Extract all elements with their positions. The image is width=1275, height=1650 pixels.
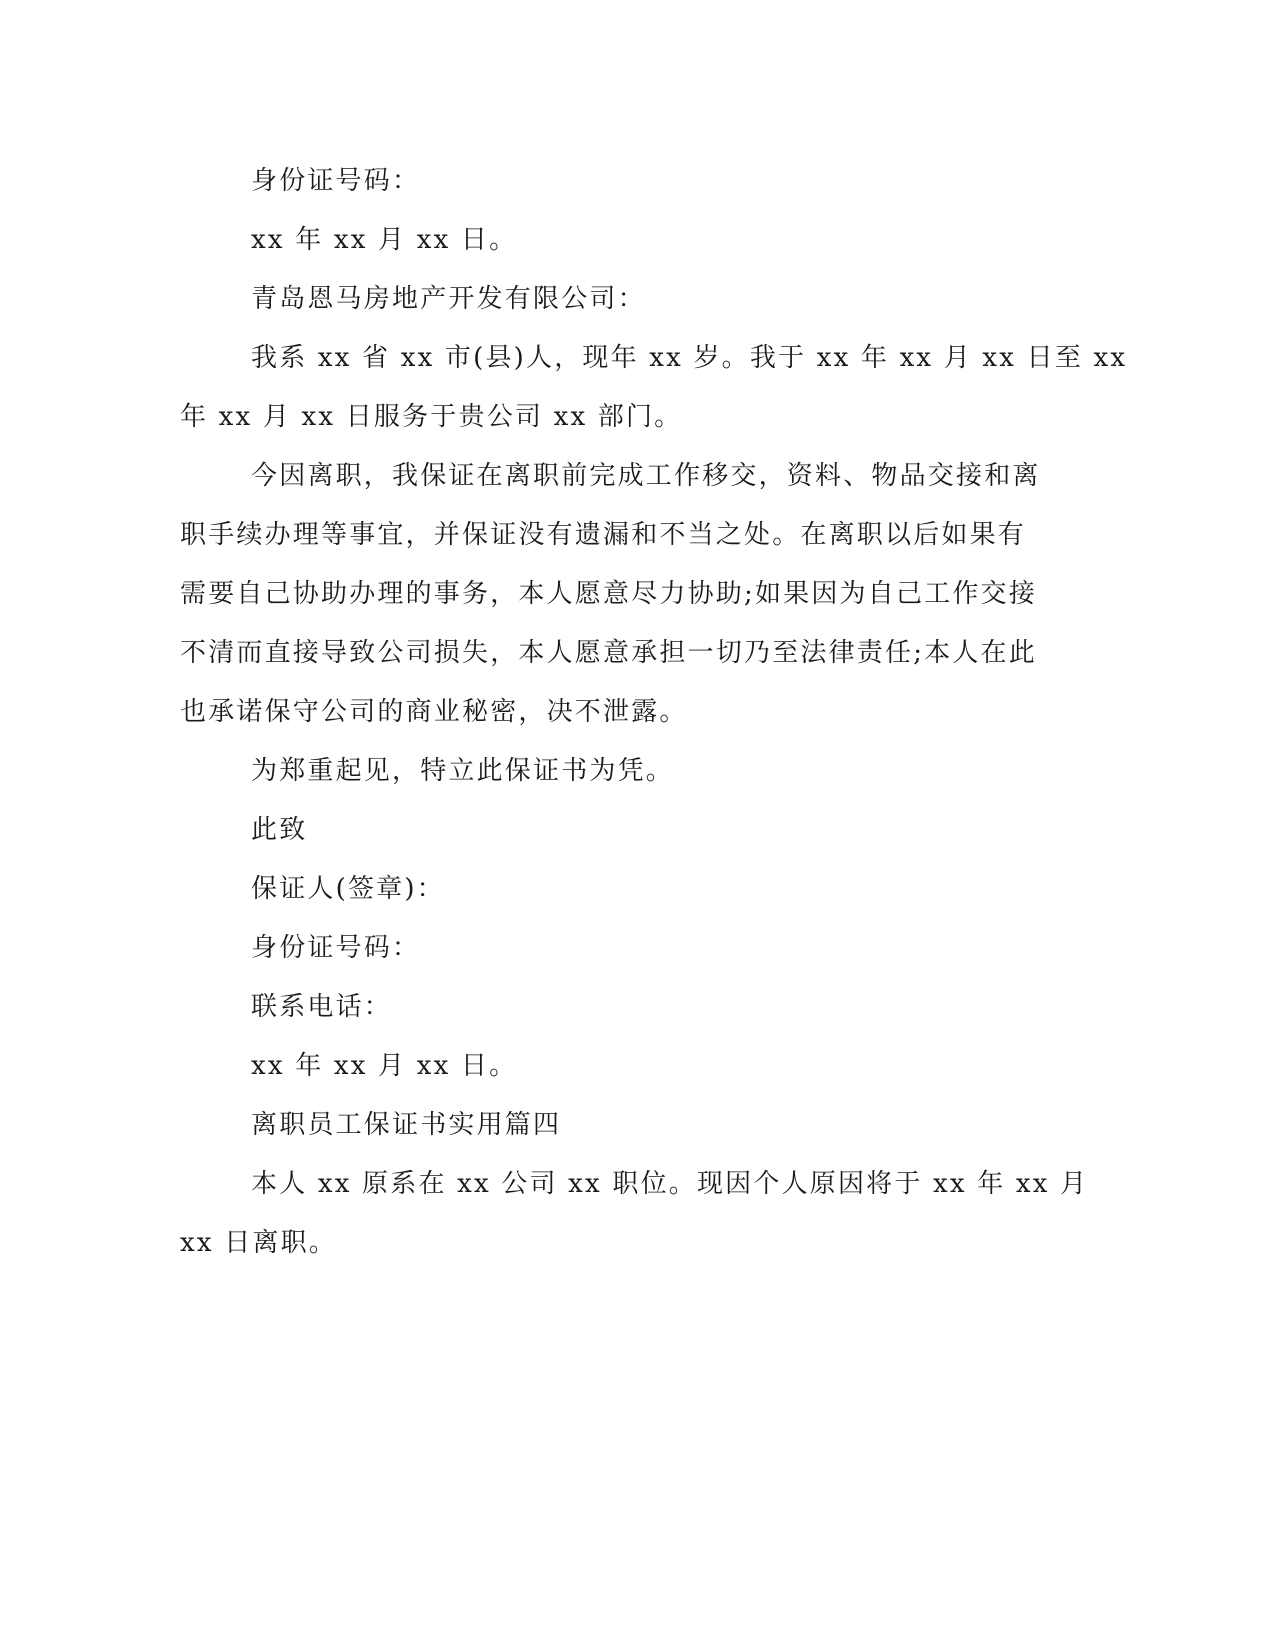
paragraph-pledge-line-1: 今因离职，我保证在离职前完成工作移交，资料、物品交接和离 (251, 461, 1041, 491)
id-number-line: 身份证号码： (251, 166, 421, 196)
paragraph-intro-line-2: 年 xx 月 xx 日服务于贵公司 xx 部门。 (180, 402, 683, 432)
date-line: xx 年 xx 月 xx 日。 (251, 225, 518, 255)
guarantor-signature-line: 保证人(签章)： (251, 874, 445, 904)
id-number-line-2: 身份证号码： (251, 933, 421, 963)
addressee-line: 青岛恩马房地产开发有限公司： (251, 284, 646, 314)
paragraph-section4-line-1: 本人 xx 原系在 xx 公司 xx 职位。现因个人原因将于 xx 年 xx 月 (251, 1169, 1089, 1199)
paragraph-pledge-line-4: 不清而直接导致公司损失，本人愿意承担一切乃至法律责任;本人在此 (180, 638, 1037, 668)
section-heading: 离职员工保证书实用篇四 (251, 1110, 562, 1140)
paragraph-pledge-line-5: 也承诺保守公司的商业秘密，决不泄露。 (180, 697, 688, 727)
date-line-2: xx 年 xx 月 xx 日。 (251, 1051, 518, 1081)
paragraph-pledge-line-3: 需要自己协助办理的事务，本人愿意尽力协助;如果因为自己工作交接 (180, 579, 1037, 609)
closing-statement: 为郑重起见，特立此保证书为凭。 (251, 756, 675, 786)
phone-line: 联系电话： (251, 992, 393, 1022)
paragraph-intro-line-1: 我系 xx 省 xx 市(县)人，现年 xx 岁。我于 xx 年 xx 月 xx 日至 xx (251, 343, 1128, 373)
document-body (180, 152, 1128, 1273)
paragraph-section4-line-2: xx 日离职。 (180, 1228, 337, 1258)
paragraph-pledge-line-2: 职手续办理等事宜，并保证没有遗漏和不当之处。在离职以后如果有 (180, 520, 1027, 550)
salutation: 此致 (251, 815, 308, 845)
